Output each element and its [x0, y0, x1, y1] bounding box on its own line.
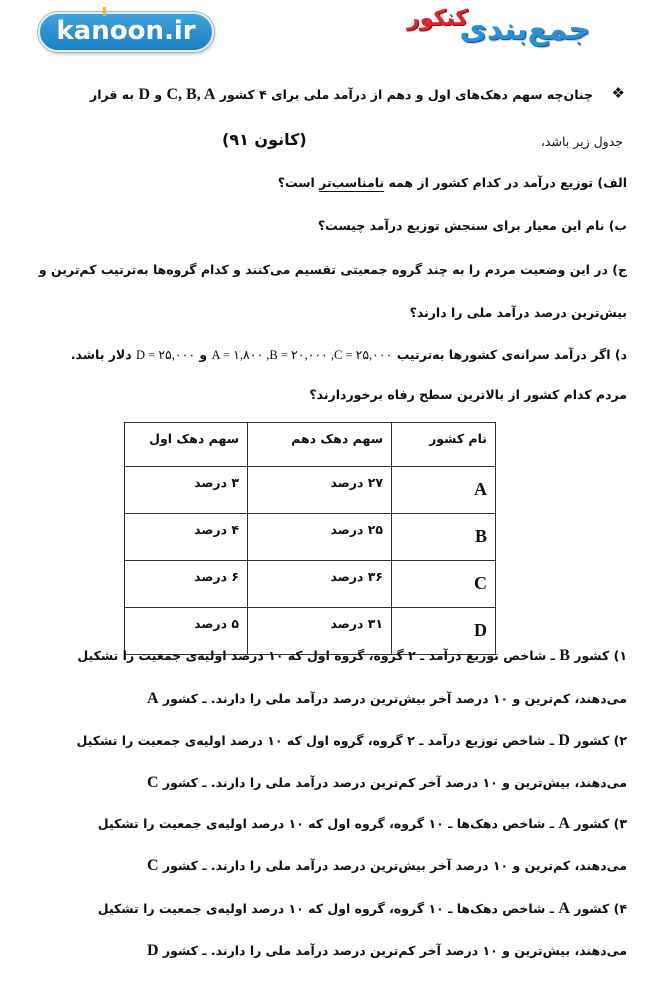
table-header-row [125, 423, 496, 467]
option-country: D [146, 942, 159, 959]
logo-text-jambandi: جمع‌بندی [459, 12, 590, 47]
cell-first-decile: ۳ درصد [125, 467, 248, 514]
option-text: ـ شاخص دهک‌ها ـ ۱۰ گروه، گروه اول که ۱۰ درصد اولیه‌ی جمعیت را تشکیل [97, 901, 554, 916]
header-tenth-decile: سهم دهک دهم [248, 423, 392, 467]
part-d-pre: د) اگر درآمد سرانه‌ی کشورها به‌ترتیب [396, 347, 627, 362]
option-text: ـ شاخص توزیع درآمد ـ ۲ گروه، گروه اول که ۱۰ درصد اولیه‌ی جمعیت را تشکیل [76, 733, 554, 748]
option-1-line1[interactable] [30, 647, 627, 665]
part-d-values: A = ۱,۸۰۰ ,B = ۲۰,۰۰۰ ,C = ۲۵,۰۰۰ [211, 348, 393, 362]
option-2-line2[interactable] [30, 774, 627, 792]
part-a-underlined: نامناسب‌تر [319, 175, 385, 190]
option-1-line2[interactable] [30, 690, 627, 708]
option-3-line1[interactable] [30, 815, 627, 833]
question-intro-line1 [30, 86, 593, 104]
option-text: می‌دهند، کم‌ترین و ۱۰ درصد آخر بیش‌ترین درصد درآمد ملی را دارند. ـ کشور [162, 858, 627, 873]
part-d-line2: مردم کدام کشور از بالاترین سطح رفاه برخوردارند؟ [309, 387, 627, 402]
intro-text: چنان‌چه سهم دهک‌های اول و دهم از درآمد ملی برای ۴ کشور [219, 87, 593, 102]
option-2-line1[interactable] [30, 732, 627, 750]
cell-tenth-decile: ۲۷ درصد [248, 467, 392, 514]
table-row [125, 467, 496, 514]
jambandi-konkur-logo [360, 4, 590, 54]
table-row [125, 561, 496, 608]
part-d-and: و [199, 347, 208, 362]
cell-country: B [392, 514, 496, 561]
kanoon-logo [38, 12, 214, 52]
question-intro-line2: جدول زیر باشد، [540, 134, 623, 149]
header-country: نام کشور [392, 423, 496, 467]
part-c-line1: ج) در این وضعیت مردم را به چند گروه جمعیتی تقسیم می‌کنند و کدام گروه‌ها به‌ترتیب کم‌ترین و [38, 262, 627, 277]
intro-and: و [154, 87, 163, 102]
option-country: A [558, 815, 570, 832]
option-country: A [558, 900, 570, 917]
part-a [30, 174, 627, 192]
header-first-decile: سهم دهک اول [125, 423, 248, 467]
cell-first-decile: ۵ درصد [125, 608, 248, 655]
option-text: می‌دهند، کم‌ترین و ۱۰ درصد آخر بیش‌ترین درصد درآمد ملی را دارند. ـ کشور [162, 691, 627, 706]
part-a-post: است؟ [277, 175, 315, 190]
option-text: ـ شاخص دهک‌ها ـ ۱۰ گروه، گروه اول که ۱۰ درصد اولیه‌ی جمعیت را تشکیل [97, 816, 554, 831]
cell-tenth-decile: ۳۶ درصد [248, 561, 392, 608]
option-text: می‌دهند، بیش‌ترین و ۱۰ درصد آخر کم‌ترین درصد درآمد ملی را دارند. ـ کشور [162, 775, 627, 790]
cell-tenth-decile: ۲۵ درصد [248, 514, 392, 561]
option-country: C [146, 857, 159, 874]
part-d-line1 [30, 346, 627, 364]
diamond-bullet-icon: ❖ [611, 84, 625, 102]
part-d-value-d: D = ۲۵,۰۰۰ [136, 348, 196, 362]
cell-country: A [392, 467, 496, 514]
option-country: C [146, 774, 159, 791]
part-b: ب) نام این معیار برای سنجش توزیع درآمد چیست؟ [317, 218, 627, 233]
option-3-line2[interactable] [30, 857, 627, 875]
option-number: ۴) کشور [574, 901, 627, 916]
intro-post: به قرار [90, 87, 135, 102]
option-country: B [559, 647, 570, 664]
decile-share-table [124, 422, 496, 655]
cell-first-decile: ۴ درصد [125, 514, 248, 561]
option-number: ۲) کشور [574, 733, 627, 748]
kanoon-logo-text: kanoon.ir [56, 16, 196, 46]
intro-country-d: D [138, 86, 150, 103]
part-d-post: دلار باشد. [70, 347, 132, 362]
option-country: A [146, 690, 159, 707]
option-text: می‌دهند، بیش‌ترین و ۱۰ درصد آخر کم‌ترین درصد درآمد ملی را دارند. ـ کشور [162, 943, 627, 958]
intro-countries: C, B, A [166, 86, 216, 103]
logo-text-konkur: کنکور [406, 6, 468, 31]
option-4-line2[interactable] [30, 942, 627, 960]
part-c-line2: بیش‌ترین درصد درآمد ملی را دارند؟ [409, 305, 627, 320]
option-number: ۱) کشور [574, 648, 627, 663]
logo-flag-icon [103, 7, 106, 16]
question-source: (کانون ۹۱) [222, 130, 307, 149]
option-4-line1[interactable] [30, 900, 627, 918]
option-number: ۳) کشور [574, 816, 627, 831]
cell-first-decile: ۶ درصد [125, 561, 248, 608]
table-row [125, 514, 496, 561]
option-text: ـ شاخص توزیع درآمد ـ ۲ گروه، گروه اول که ۱۰ درصد اولیه‌ی جمعیت را تشکیل [77, 648, 555, 663]
option-country: D [558, 732, 570, 749]
cell-country: C [392, 561, 496, 608]
cell-tenth-decile: ۳۱ درصد [248, 608, 392, 655]
part-a-pre: الف) توزیع درآمد در کدام کشور از همه [388, 175, 627, 190]
cell-country: D [392, 608, 496, 655]
